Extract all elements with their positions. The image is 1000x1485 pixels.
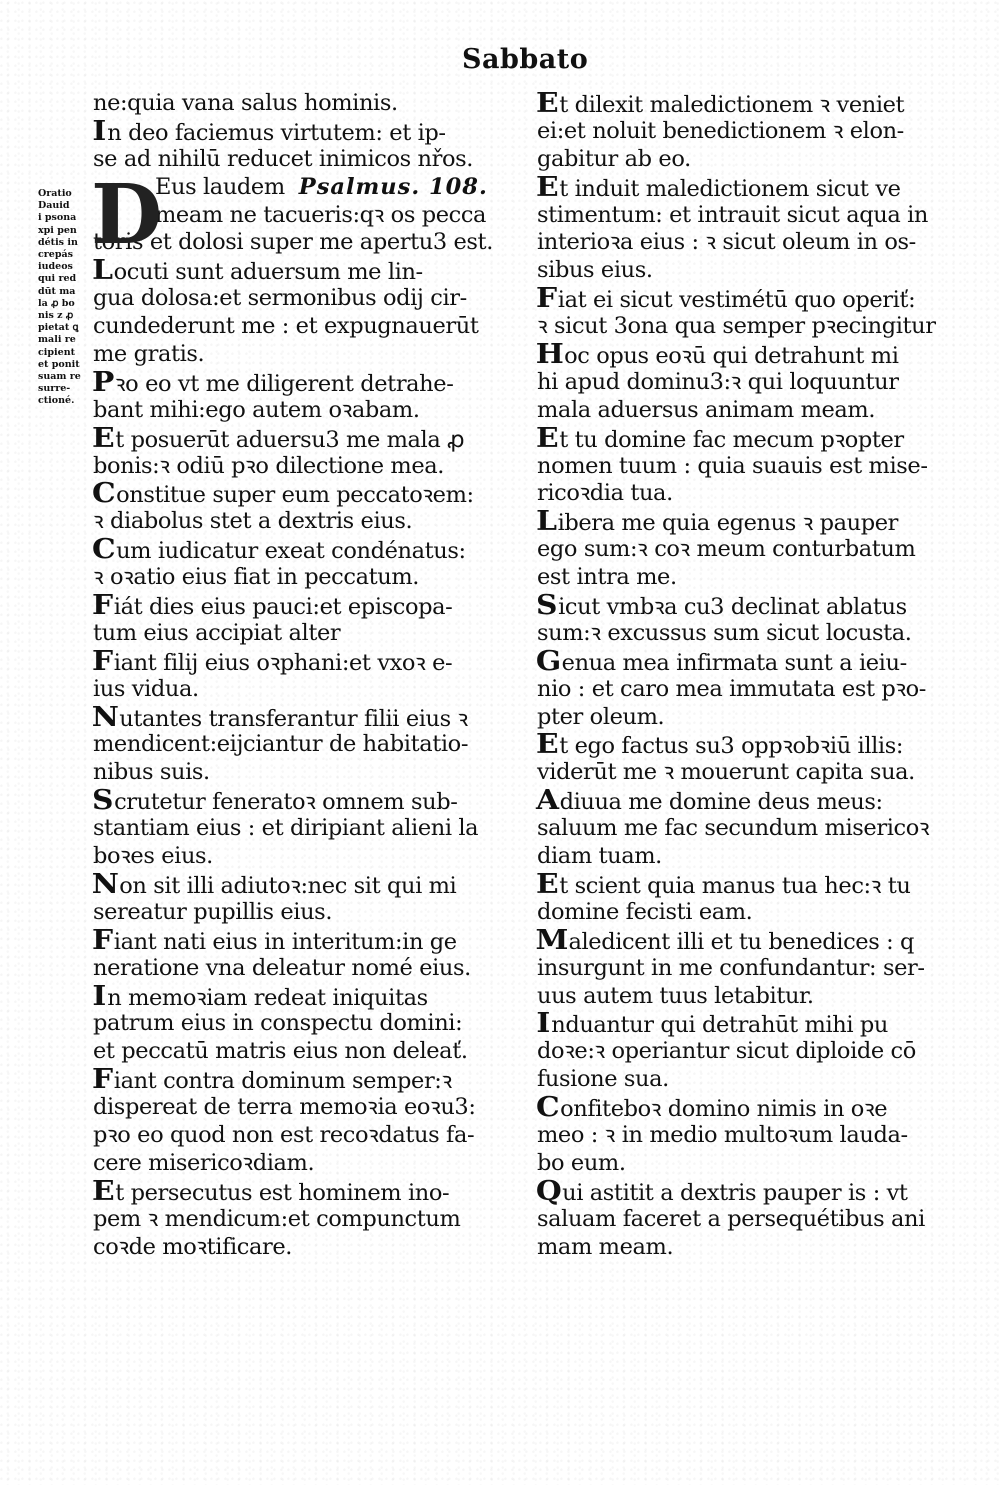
margin-note-line: la ꝓ bo: [38, 297, 75, 309]
drop-initial: E: [535, 422, 559, 454]
line-text: pꝛo eo quod non est recoꝛdatus fa-: [93, 1121, 475, 1148]
margin-note-line: xpi pen: [38, 224, 77, 236]
line-text: onstitue super eum peccatoꝛem:: [116, 482, 474, 509]
text-line: [537, 90, 957, 118]
line-text: pter oleum.: [537, 703, 665, 730]
line-text: sum:ꝛ excussus sum sicut locusta.: [537, 619, 912, 646]
drop-initial: E: [535, 868, 559, 900]
text-line: [537, 731, 957, 759]
text-line: [537, 118, 957, 146]
line-text: meam ne tacueris:qꝛ os pecca: [155, 201, 487, 228]
line-text: patrum eius in conspectu domini:: [93, 1010, 463, 1037]
line-text: utantes transferantur filii eius ꝛ: [119, 705, 468, 732]
line-text: oc opus eoꝛū qui detrahunt mi: [564, 343, 899, 370]
drop-initial: C: [535, 1092, 560, 1124]
line-text: insurgunt in me confundantur: ser-: [537, 954, 925, 981]
line-text: coꝛde moꝛtificare.: [93, 1233, 293, 1260]
text-line: [537, 341, 957, 369]
text-line: [93, 536, 503, 564]
line-text: nibus suis.: [93, 759, 210, 786]
drop-initial: I: [536, 1008, 550, 1040]
line-text: et peccatū matris eius non deleať.: [93, 1038, 468, 1065]
drop-initial: E: [535, 171, 559, 203]
line-text: sereatur pupillis eius.: [93, 898, 333, 925]
running-head: Sabbato: [462, 44, 589, 75]
drop-initial: S: [92, 785, 114, 817]
text-line: [93, 1234, 503, 1262]
text-line: [535, 422, 957, 454]
line-text: tum eius accipiat alter: [93, 619, 341, 646]
line-text: diuua me domine deus meus:: [559, 789, 883, 816]
line-text: est intra me.: [537, 564, 677, 591]
line-text: gua dolosa:et sermonibus odij cir-: [93, 285, 467, 312]
line-text: viderūt me ꝛ mouerunt capita sua.: [537, 759, 915, 786]
text-line: [93, 1150, 503, 1178]
line-text: dispereat de terra memoꝛia eoꝛu3:: [93, 1094, 476, 1121]
text-line: [537, 508, 957, 536]
text-line: [537, 843, 957, 871]
text-line: [91, 868, 503, 900]
line-text: interioꝛa eius : ꝛ sicut oleum in os-: [537, 229, 916, 256]
text-line: [93, 843, 503, 871]
line-text: ꝛ diabolus stet a dextris eius.: [93, 508, 413, 535]
line-text: stimentum: et intrauit sicut aqua in: [537, 201, 929, 228]
text-line: [535, 171, 957, 203]
text-line: [92, 924, 503, 956]
line-text: fusione sua.: [537, 1066, 669, 1093]
text-line: [91, 701, 503, 733]
margin-note-line: surre-: [38, 383, 71, 395]
drop-initial: M: [535, 924, 568, 956]
line-text: toris et dolosi super me apertu3 est.: [93, 229, 493, 256]
text-line: [92, 115, 503, 147]
drop-initial: I: [92, 115, 106, 147]
line-text: ne:quia vana salus hominis.: [93, 90, 398, 116]
drop-initial: L: [536, 506, 557, 538]
drop-initial: G: [535, 645, 561, 677]
drop-initial: F: [92, 645, 113, 677]
text-line: [93, 508, 503, 536]
text-line: [93, 1094, 503, 1122]
text-line: [93, 899, 503, 927]
psalm-initial: D: [91, 167, 162, 263]
text-line: [93, 1122, 503, 1150]
line-text: cundederunt me : et expugnauerūt: [93, 313, 479, 340]
text-line: [91, 422, 503, 454]
text-line: [92, 645, 503, 677]
text-line: [93, 453, 503, 481]
line-text: bant mihi:ego autem oꝛabam.: [93, 396, 420, 423]
line-text: ego sum:ꝛ coꝛ meum conturbatum: [537, 536, 916, 563]
line-text: gabitur ab eo.: [537, 145, 691, 172]
text-line: [91, 1175, 503, 1207]
text-line: [537, 759, 957, 787]
text-line: [92, 366, 503, 398]
drop-initial: N: [91, 868, 119, 900]
line-text: saluum me fac secundum misericoꝛ: [537, 815, 930, 842]
text-line: [93, 285, 503, 313]
line-text: hi apud dominu3:ꝛ qui loquuntur: [537, 368, 899, 395]
text-line: [537, 704, 957, 732]
line-text: iant filij eius oꝛphani:et vxoꝛ e-: [113, 649, 453, 676]
text-line: [92, 980, 503, 1012]
drop-initial: E: [535, 729, 559, 761]
margin-note-line: i psona: [38, 212, 77, 224]
line-text: mala aduersus animam meam.: [537, 396, 876, 423]
text-line: [537, 229, 957, 257]
drop-initial: P: [92, 366, 114, 398]
line-text: neratione vna deleatur nomé eius.: [93, 954, 471, 981]
text-line: [537, 1122, 957, 1150]
text-line: [537, 1010, 957, 1038]
line-text: mendicent:eijciantur de habitatio-: [93, 731, 469, 758]
line-text: doꝛe:ꝛ operiantur sicut diploide cō: [537, 1038, 916, 1065]
drop-initial: E: [535, 88, 559, 119]
margin-note-line: ctioné.: [38, 395, 75, 407]
text-line: [535, 868, 957, 900]
line-text: boꝛes eius.: [93, 843, 213, 870]
text-line: [537, 815, 957, 843]
line-text: mam meam.: [537, 1233, 674, 1260]
text-line: [537, 453, 957, 481]
text-line: [93, 759, 503, 787]
line-text: aledicent illi et tu benedices : q: [568, 928, 915, 955]
line-text: bonis:ꝛ odiū pꝛo dilectione mea.: [93, 452, 445, 479]
line-text: meo : ꝛ in medio multoꝛum lauda-: [537, 1121, 908, 1148]
line-text: cere misericoꝛdiam.: [93, 1149, 315, 1176]
text-line: [537, 480, 957, 508]
margin-note-line: qui red: [38, 273, 77, 285]
line-text: t persecutus est hominem ino-: [115, 1179, 450, 1206]
line-text: t induit maledictionem sicut ve: [559, 175, 901, 202]
margin-note-line: iudeos: [38, 261, 73, 273]
text-line: [93, 1038, 503, 1066]
margin-note: [38, 188, 96, 408]
line-text: iant nati eius in interitum:in ge: [113, 928, 457, 955]
text-line: [537, 592, 957, 620]
drop-initial: L: [92, 255, 113, 287]
line-text: ricoꝛdia tua.: [537, 480, 673, 507]
margin-note-line: dūt ma: [38, 285, 76, 297]
line-text: ꝛo eo vt me diligerent detrahe-: [114, 370, 454, 397]
drop-initial: S: [536, 590, 558, 622]
margin-note-line: et ponit: [38, 358, 80, 370]
line-text: on sit illi adiutoꝛ:nec sit qui mi: [119, 872, 457, 899]
margin-note-line: pietat ꝗ: [38, 322, 79, 334]
margin-note-line: cipient: [38, 346, 75, 358]
text-line: [537, 899, 957, 927]
drop-initial: F: [536, 283, 557, 315]
text-line: [93, 1206, 503, 1234]
text-line: [537, 536, 957, 564]
line-text: uus autem tuus letabitur.: [537, 982, 814, 1009]
text-line: [537, 983, 957, 1011]
text-line: [537, 955, 957, 983]
line-text: Eus laudem: [155, 173, 285, 200]
text-line: [93, 955, 503, 983]
drop-initial: A: [535, 785, 559, 817]
drop-initial: C: [91, 534, 116, 566]
text-line: [93, 1066, 503, 1094]
text-line: [537, 257, 957, 285]
text-line: [93, 397, 503, 425]
text-line: [535, 645, 957, 677]
drop-initial: E: [91, 422, 115, 454]
margin-note-line: détis in: [38, 236, 78, 248]
line-text: diam tuam.: [537, 843, 662, 870]
text-line: [537, 1150, 957, 1178]
line-text: n memoꝛiam redeat iniquitas: [107, 984, 428, 1011]
margin-note-line: nis z ꝓ: [38, 310, 74, 322]
text-line: [537, 1066, 957, 1094]
line-text: ei:et noluit benedictionem ꝛ elon-: [537, 117, 904, 144]
line-text: nduantur qui detrahūt mihi pu: [551, 1012, 888, 1039]
text-line: [537, 620, 957, 648]
line-text: bo eum.: [537, 1149, 626, 1176]
line-text: iát dies eius pauci:et episcopa-: [113, 594, 453, 621]
line-text: enua mea infirmata sunt a ieiu-: [561, 649, 907, 676]
text-line: [537, 1234, 957, 1262]
margin-note-line: Dauid: [38, 200, 70, 212]
drop-initial: Q: [535, 1175, 562, 1207]
line-text: ui astitit a dextris pauper is : vt: [562, 1179, 908, 1206]
drop-initial: F: [92, 1064, 113, 1096]
line-text: ibera me quia egenus ꝛ pauper: [557, 510, 899, 537]
text-line: [93, 592, 503, 620]
text-line: [537, 564, 957, 592]
drop-initial: C: [91, 478, 116, 510]
line-text: iat ei sicut vestimétū quo operiť:: [557, 287, 916, 314]
text-line: [537, 1094, 957, 1122]
line-text: icut vmbꝛa cu3 declinat ablatus: [558, 594, 907, 621]
line-text: iant contra dominum semper:ꝛ: [113, 1068, 452, 1095]
line-text: crutetur feneratoꝛ omnem sub-: [114, 789, 458, 816]
line-text: pem ꝛ mendicum:et compunctum: [93, 1205, 461, 1232]
text-line: [537, 313, 957, 341]
text-line: [537, 1206, 957, 1234]
text-line: [93, 564, 503, 592]
text-line: [93, 90, 503, 118]
line-text: nio : et caro mea immutata est pꝛo-: [537, 675, 927, 702]
line-text: um iudicatur exeat condénatus:: [116, 538, 466, 565]
line-text: t dilexit maledictionem ꝛ veniet: [559, 92, 905, 118]
margin-note-line: Oratio: [38, 188, 72, 199]
line-text: saluam faceret a persequétibus ani: [537, 1205, 925, 1232]
text-line: [537, 202, 957, 230]
text-line: [93, 341, 503, 369]
drop-initial: F: [92, 924, 113, 956]
line-text: ocuti sunt aduersum me lin-: [113, 259, 423, 286]
line-text: t posuerūt aduersu3 me mala ꝓ: [115, 426, 465, 453]
text-line: [537, 676, 957, 704]
line-text: se ad nihilū reducet inimicos nřos.: [93, 145, 474, 172]
text-line: [93, 787, 503, 815]
text-line: [93, 676, 503, 704]
text-line: [93, 620, 503, 648]
text-line: [93, 480, 503, 508]
psalm-heading: Psalmus. 108.: [298, 173, 488, 200]
text-line: [535, 924, 957, 956]
line-text: nomen tuum : quia suauis est mise-: [537, 452, 928, 479]
text-line: [93, 313, 503, 341]
line-text: stantiam eius : et diripiant alieni la: [93, 815, 479, 842]
text-line: [537, 1038, 957, 1066]
drop-initial: F: [92, 590, 113, 622]
text-line: [537, 397, 957, 425]
line-text: ius vidua.: [93, 675, 199, 702]
right-column: [537, 90, 957, 1261]
margin-note-line: mali re: [38, 334, 76, 346]
text-line: [535, 1175, 957, 1207]
line-text: n deo faciemus virtutem: et ip-: [107, 119, 446, 146]
text-line: [93, 815, 503, 843]
line-text: t scient quia manus tua hec:ꝛ tu: [559, 872, 911, 899]
text-line: [537, 787, 957, 815]
line-text: ꝛ oꝛatio eius fiat in peccatum.: [93, 564, 420, 591]
drop-initial: H: [535, 339, 564, 371]
line-text: me gratis.: [93, 341, 205, 368]
drop-initial: N: [91, 701, 119, 733]
line-text: onfiteboꝛ domino nimis in oꝛe: [560, 1096, 888, 1123]
line-text: sibus eius.: [537, 257, 653, 284]
line-text: t ego factus su3 oppꝛobꝛiū illis:: [559, 733, 904, 760]
text-line: [537, 146, 957, 174]
margin-note-line: crepás: [38, 249, 73, 261]
drop-initial: E: [91, 1175, 115, 1207]
text-line: [537, 285, 957, 313]
line-text: ꝛ sicut 3ona qua semper pꝛecingitur: [537, 313, 936, 340]
drop-initial: I: [92, 980, 106, 1012]
margin-note-line: suam re: [38, 371, 81, 383]
left-column: [93, 90, 503, 1261]
line-text: domine fecisti eam.: [537, 898, 753, 925]
text-line: [93, 731, 503, 759]
text-line: [537, 369, 957, 397]
text-line: [93, 1010, 503, 1038]
line-text: t tu domine fac mecum pꝛopter: [559, 426, 904, 453]
